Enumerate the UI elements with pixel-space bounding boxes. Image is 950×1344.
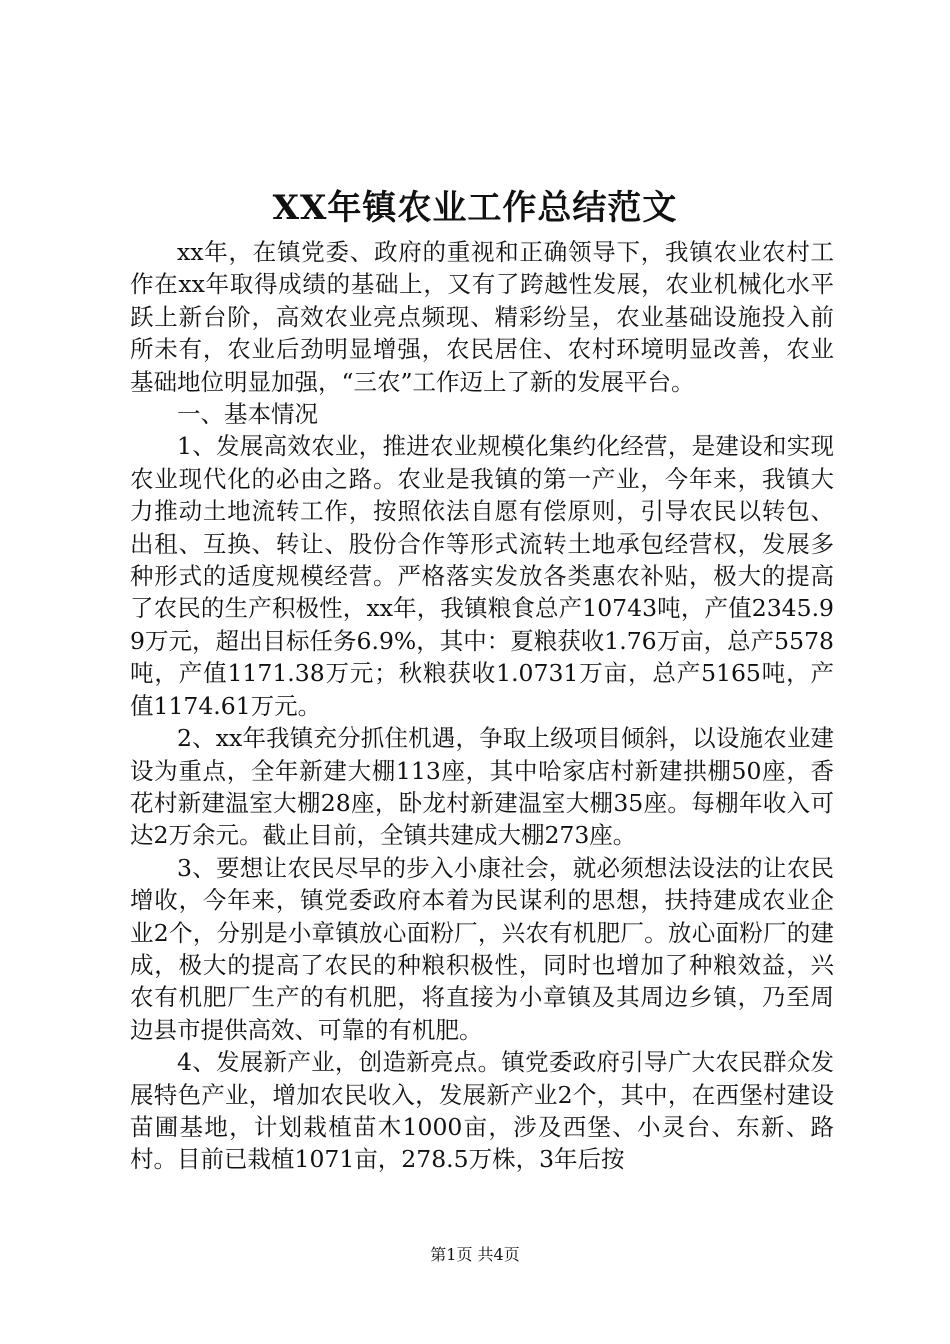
document-title: XX年镇农业工作总结范文 <box>272 188 678 228</box>
page-number-footer: 第1页 共4页 <box>430 1245 520 1264</box>
paragraph-item-4: 4、发展新产业，创造新亮点。镇党委政府引导广大农民群众发展特色产业，增加农民收入，发展新产业2个，其中，在西堡村建设苗圃基地，计划栽植苗木1000亩，涉及西堡、小灵台、东新、路村。目前已栽植1071亩，278.5万株，3年后按 <box>130 1048 834 1174</box>
section-heading-basic-situation: 一、基本情况 <box>177 400 318 429</box>
paragraph-intro: xx年，在镇党委、政府的重视和正确领导下，我镇农业农村工作在xx年取得成绩的基础上，又有了跨越性发展，农业机械化水平跃上新台阶，高效农业亮点频现、精彩纷呈，农业基础设施投入前所未有，农业后劲明显增强，农民居住、农村环境明显改善，农业基础地位明显加强，“三农”工作迈上了新的发展平台。 <box>130 238 834 396</box>
paragraph-item-3: 3、要想让农民尽早的步入小康社会，就必须想法设法的让农民增收，今年来，镇党委政府本着为民谋利的思想，扶持建成农业企业2个，分别是小章镇放心面粉厂，兴农有机肥厂。放心面粉厂的建成，极大的提高了农民的种粮积极性，同时也增加了种粮效益，兴农有机肥厂生产的有机肥，将直接为小章镇及其周边乡镇，乃至周边县市提供高效、可靠的有机肥。 <box>130 853 834 1044</box>
paragraph-item-1: 1、发展高效农业，推进农业规模化集约化经营，是建设和实现农业现代化的必由之路。农业是我镇的第一产业，今年来，我镇大力推动土地流转工作，按照依法自愿有偿原则，引导农民以转包、出租、互换、转让、股份合作等形式流转土地承包经营权，发展多种形式的适度规模经营。严格落实发放各类惠农补贴，极大的提高了农民的生产积极性，xx年，我镇粮食总产10743吨，产值2345.99万元，超出目标任务6.9%，其中：夏粮获收1.76万亩，总产5578吨，产值1171.38万元；秋粮获收1.0731万亩，总产5165吨，产值1174.61万元。 <box>130 432 834 720</box>
paragraph-item-2: 2、xx年我镇充分抓住机遇，争取上级项目倾斜，以设施农业建设为重点，全年新建大棚113座，其中哈家店村新建拱棚50座，香花村新建温室大棚28座，卧龙村新建温室大棚35座。每棚年收入可达2万余元。截止目前，全镇共建成大棚273座。 <box>130 724 834 850</box>
document-body <box>130 236 834 1176</box>
